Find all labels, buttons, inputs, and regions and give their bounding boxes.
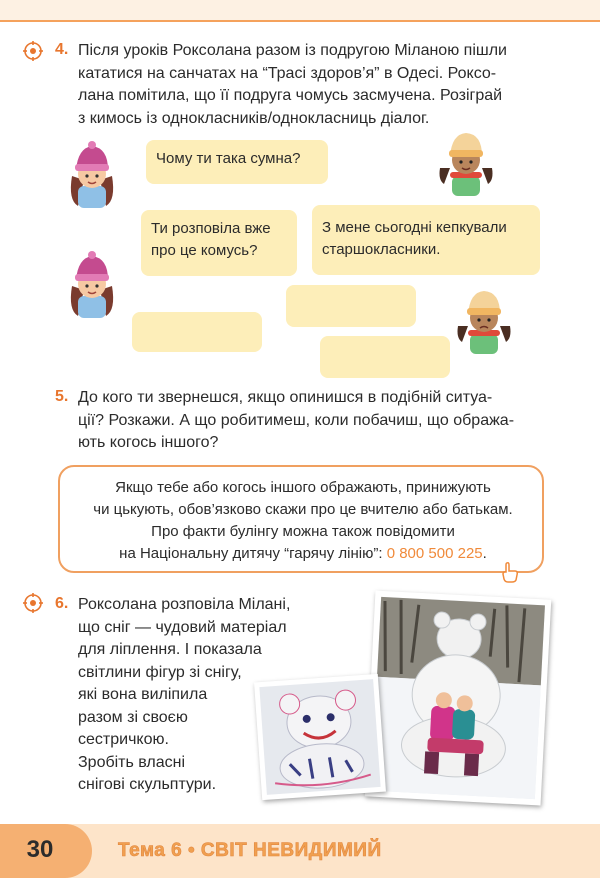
milana-avatar (436, 128, 496, 198)
top-band (0, 0, 600, 22)
task4-line: з кимось із однокласників/однокласниць діалог. (78, 109, 430, 127)
bubble-text: З мене сьогодні кепкували (322, 219, 507, 236)
task6-line: снігові скульптури. (78, 776, 217, 793)
snow-figure-photo (254, 674, 386, 800)
pointing-hand-icon (498, 560, 522, 584)
task6-line: які вона виліпила (78, 686, 208, 703)
task6-line: Роксолана розповіла Мілані, (78, 596, 291, 613)
hotline-info-box (58, 465, 544, 573)
bubble-text: Чому ти така сумна? (156, 150, 301, 167)
task6-line: сестричкою. (78, 731, 169, 748)
task4-line: кататися на санчатах на “Трасі здоров’я” в Одесі. Роксо- (78, 64, 497, 82)
speech-bubble (312, 205, 540, 275)
info-line: Про факти булінгу можна також повідомити (151, 523, 455, 540)
task4-text (78, 40, 578, 130)
task5-line: До кого ти звернешся, якщо опинишся в подібній ситуа- (78, 389, 493, 406)
task-number: 6. (55, 595, 69, 612)
empty-speech-bubble (132, 312, 262, 352)
info-line-prefix: на Національну дитячу “гарячу лінію”: (119, 545, 387, 562)
roksolana-avatar (64, 250, 120, 320)
speech-bubble (141, 210, 297, 276)
info-line-suffix: . (482, 545, 487, 562)
task-number: 4. (55, 41, 69, 58)
page-number: 30 (26, 836, 54, 863)
task6-line: для ліплення. І показала (78, 641, 262, 658)
task6-line: що сніг — чудовий матеріал (78, 618, 287, 636)
info-line: чи цькують, обов’язково скажи про це вчителю або батькам. (93, 501, 513, 518)
snow-figure-photo-image (254, 674, 386, 800)
cooperation-icon (22, 592, 44, 614)
bubble-text: про це комусь? (151, 242, 258, 259)
empty-speech-bubble (320, 336, 450, 378)
footer-topic-title: Тема 6 • СВІТ НЕВИДИМИЙ (118, 840, 382, 861)
speech-bubble (146, 140, 328, 184)
cooperation-icon (22, 40, 44, 62)
snow-sculpture-photo (365, 591, 552, 806)
task-number: 5. (55, 388, 69, 405)
info-line: Якщо тебе або когось іншого ображають, принижують (115, 479, 491, 496)
task6-line: світлини фігур зі снігу, (78, 663, 242, 681)
hotline-phone[interactable]: 0 800 500 225 (386, 545, 483, 562)
snow-sculpture-photo-image (365, 591, 552, 806)
info-line (60, 543, 546, 565)
task6-line: разом зі своєю (78, 708, 188, 726)
task5-text (78, 387, 578, 455)
bubble-text: старшокласники. (322, 241, 441, 258)
bubble-text: Ти розповіла вже (151, 220, 271, 237)
task5-line: ції? Розкажи. А що робитимеш, коли побачиш, що обража- (78, 411, 515, 429)
task4-line: лана помітила, що її подруга чомусь засмучена. Розіграй (78, 87, 503, 104)
roksolana-avatar (64, 140, 120, 210)
task6-line: Зробіть власні (78, 753, 186, 771)
task4-line: Після уроків Роксолана разом із подругою Міланою пішли (78, 42, 507, 59)
task5-line: ють когось іншого? (78, 434, 219, 451)
empty-speech-bubble (286, 285, 416, 327)
milana-avatar (454, 286, 514, 356)
